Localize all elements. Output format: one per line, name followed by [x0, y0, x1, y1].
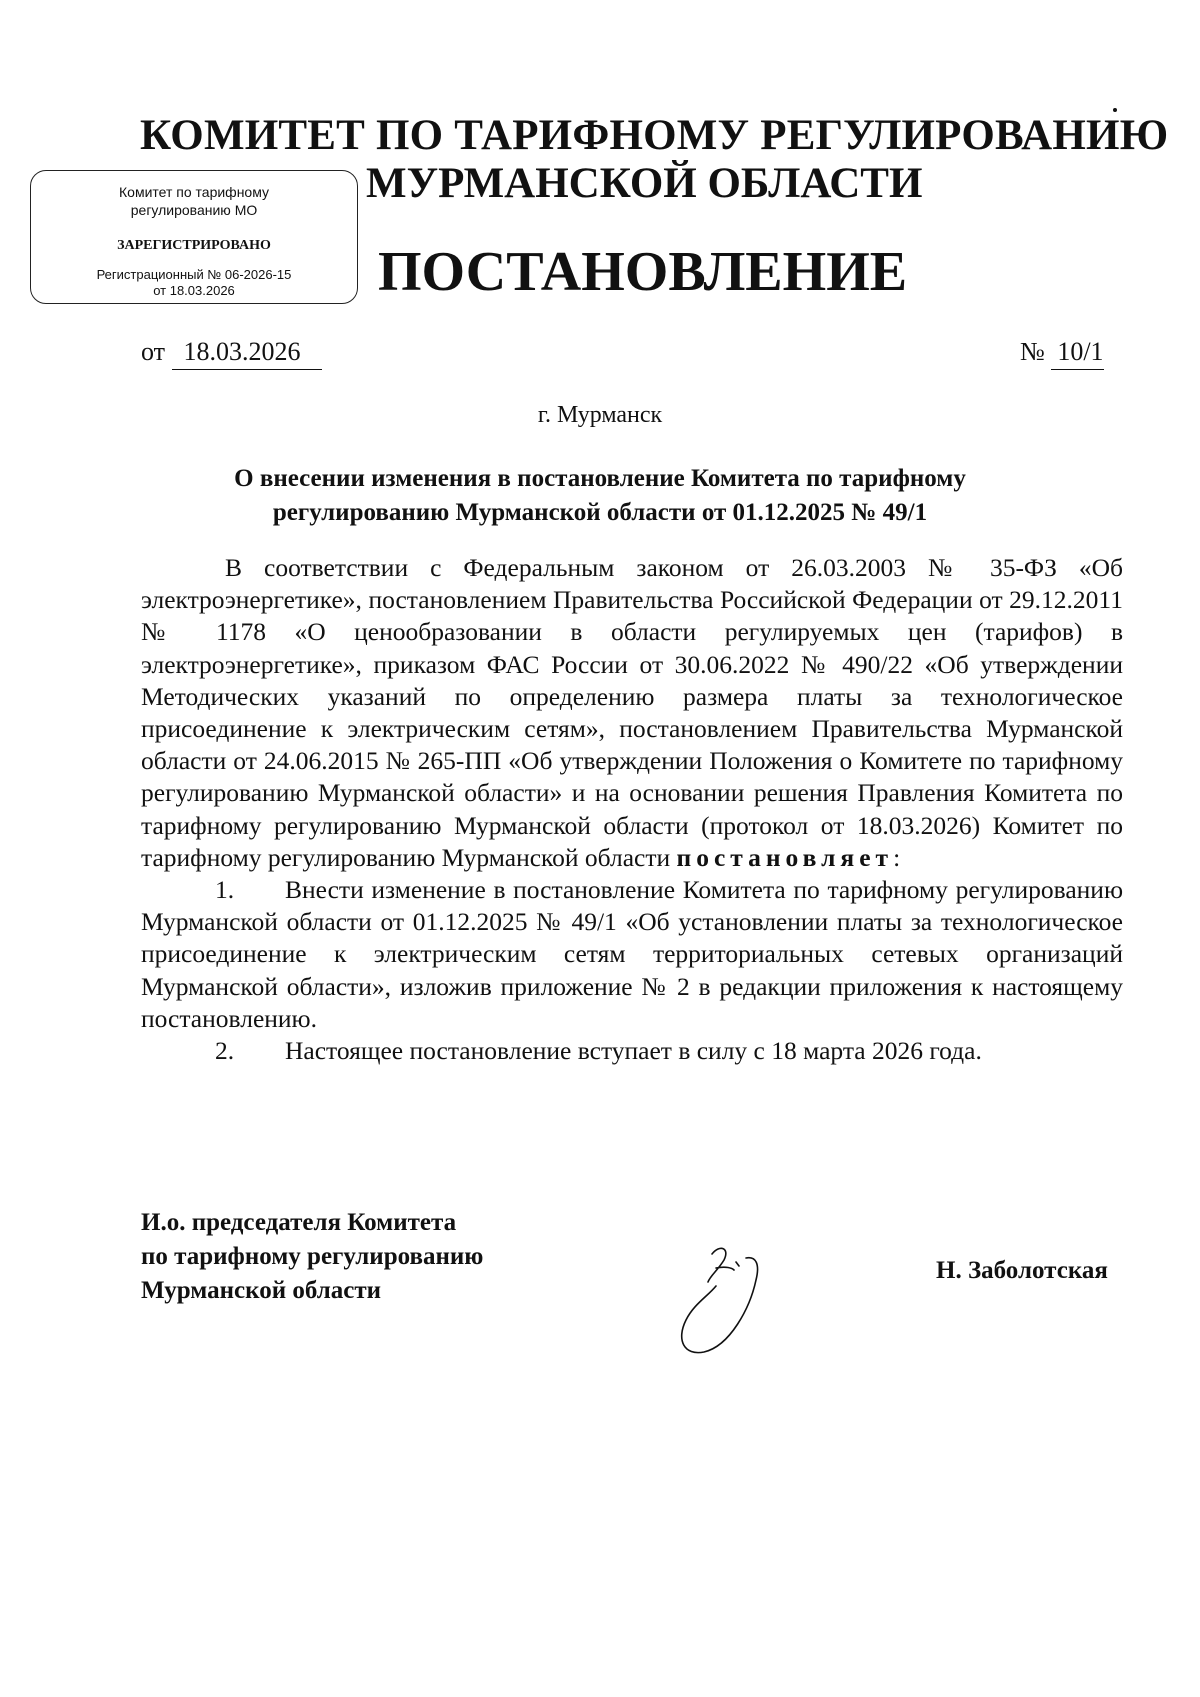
- subject-line1: О внесении изменения в постановление Комитета по тарифному: [234, 465, 966, 492]
- stamp-reg-number: Регистрационный № 06-2026-15: [96, 267, 292, 282]
- stamp-org-line1: Комитет по тарифному: [119, 184, 269, 200]
- date-prefix: от: [141, 337, 166, 366]
- signatory-name: Н. Заболотская: [936, 1257, 1108, 1284]
- date-value: 18.03.2026: [172, 337, 322, 370]
- decree-word: постановляет: [676, 842, 894, 872]
- decree-tail: :: [893, 842, 901, 872]
- list-item-text: Внести изменение в постановление Комитета по тарифному регулированию Мурманской области от 01.12.2025 № 49/1 «Об установлении платы за технологическое присоединение к электрическим сетям территориальных сетевых организаций Мурманской области», изложив приложение № 2 в редакции приложения к настоящему постановлению.: [141, 875, 1123, 1033]
- scan-dot: [1113, 108, 1117, 112]
- document-subject: [140, 462, 1060, 530]
- city: г. Мурманск: [537, 402, 663, 428]
- header-org-line1: КОМИТЕТ ПО ТАРИФНОМУ РЕГУЛИРОВАНИЮ: [140, 112, 1169, 159]
- document-date: [141, 337, 322, 370]
- stamp-reg-date: от 18.03.2026: [153, 283, 235, 299]
- signatory-title-line2: по тарифному регулированию: [141, 1243, 484, 1270]
- registration-stamp: [30, 170, 358, 304]
- stamp-status: ЗАРЕГИСТРИРОВАНО: [117, 238, 271, 253]
- list-item-number: 2.: [215, 1036, 235, 1066]
- preamble-text: В соответствии с Федеральным законом от 26.03.2003 № 35-ФЗ «Об электроэнергетике», постановлением Правительства Российской Федерации от 29.12.2011 № 1178 «О ценообразовании в области регулируемых цен (тарифов) в электроэнергетике», приказом ФАС России от 30.06.2022 № 490/22 «Об утверждении Методических указаний по определению размера платы за технологическое присоединение к электрическим сетям», постановлением Правительства Мурманской области от 24.06.2015 № 265-ПП «Об утверждении Положения о Комитете по тарифному регулированию Мурманской области» и на основании решения Правления Комитета по тарифному регулированию Мурманской области (протокол от 18.03.2026) Комитет по тарифному регулированию Мурманской области: [141, 553, 1123, 872]
- signatory-title: [141, 1206, 483, 1308]
- handwritten-signature-icon: [660, 1224, 800, 1364]
- number-prefix: №: [1020, 337, 1045, 366]
- number-value: 10/1: [1051, 337, 1103, 370]
- stamp-registration: [31, 267, 357, 300]
- subject-line2: регулированию Мурманской области от 01.12.2025 № 49/1: [272, 499, 928, 526]
- stamp-org-line2: регулированию МО: [130, 202, 258, 219]
- signatory-title-line1: И.о. председателя Комитета: [141, 1209, 457, 1236]
- signatory-title-line3: Мурманской области: [141, 1277, 382, 1304]
- list-item-text: Настоящее постановление вступает в силу с 18 марта 2026 года.: [285, 1036, 982, 1066]
- document-body: [141, 552, 1123, 1067]
- preamble-paragraph: [141, 552, 1123, 874]
- list-item-number: 1.: [215, 875, 235, 905]
- stamp-org: [31, 183, 357, 219]
- document-number: [1020, 337, 1104, 370]
- list-item: [141, 1035, 1123, 1067]
- list-item: [141, 874, 1123, 1035]
- header-org-line2: МУРМАНСКОЙ ОБЛАСТИ: [366, 160, 923, 207]
- document-type-title: ПОСТАНОВЛЕНИЕ: [378, 241, 908, 303]
